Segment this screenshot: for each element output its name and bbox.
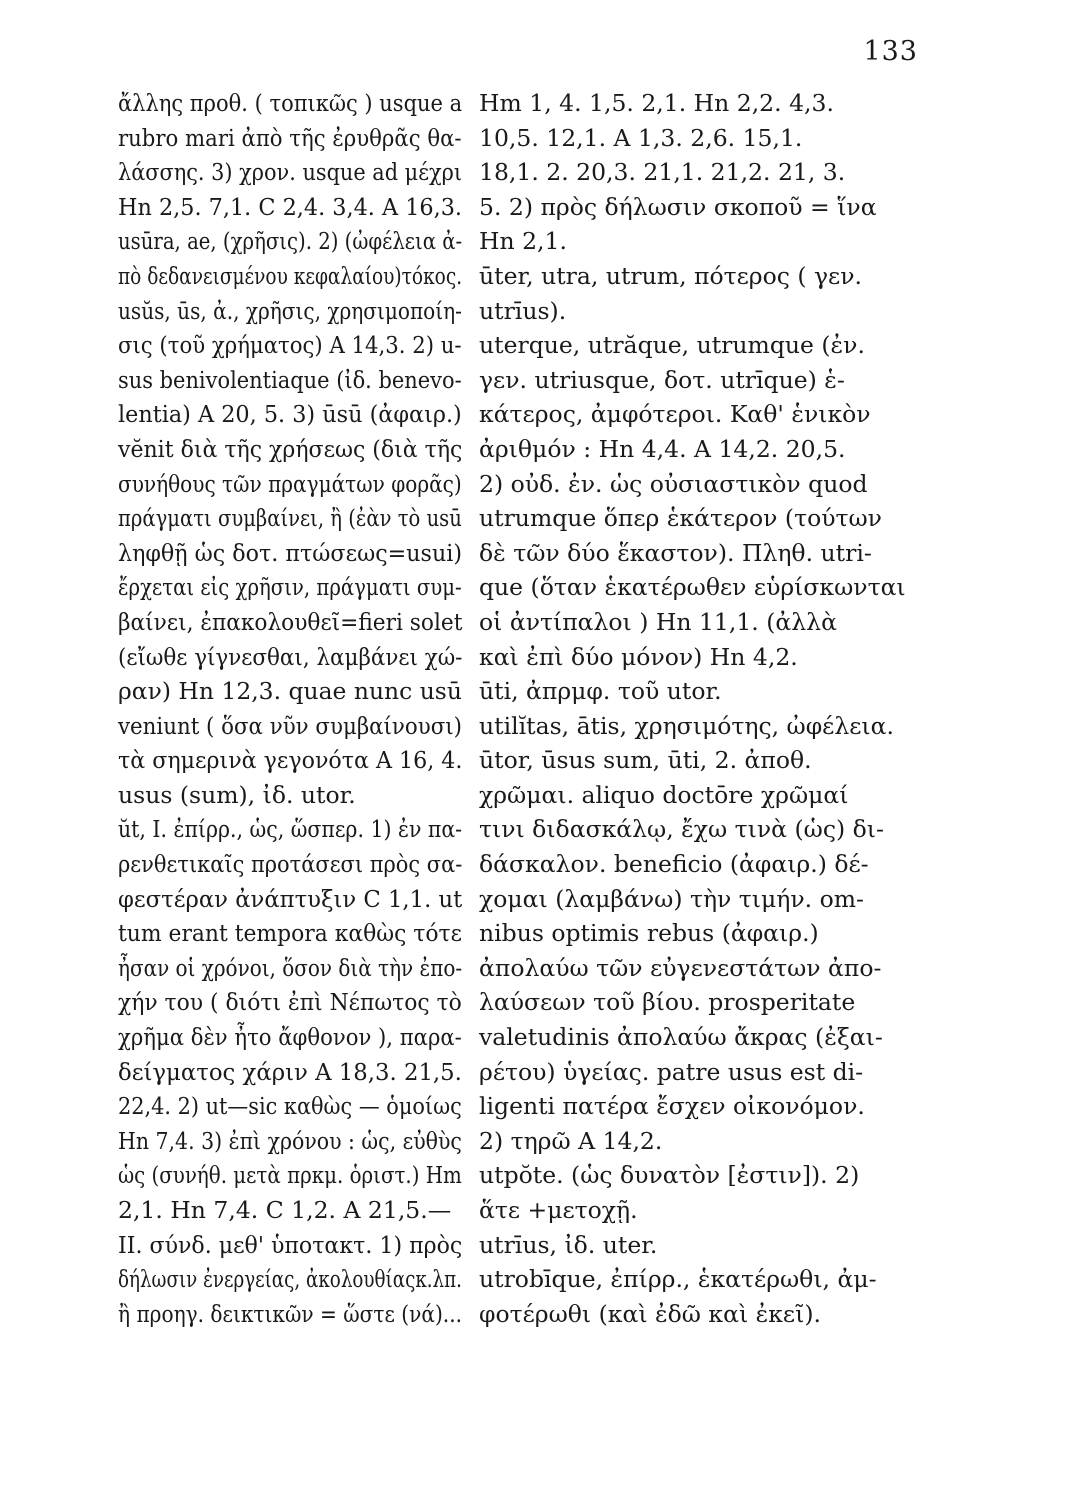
entry-line: τινι διδασκάλῳ, ἔχω τινὰ (ὡς) δι- bbox=[479, 815, 884, 844]
entry-line: valetudinis ἀπολαύω ἄκρας (ἐξαι- bbox=[479, 1023, 883, 1052]
entry-line: ūti, ἀπρμφ. τοῦ utor. bbox=[479, 677, 722, 706]
entry-line: que (ὅταν ἑκατέρωθεν εὑρίσκωνται bbox=[479, 573, 906, 602]
entry-line: ληφθῇ ὡς δοτ. πτώσεως=usui) bbox=[118, 538, 463, 567]
entry-line: κάτερος, ἀμφότεροι. Καθ' ἑνικὸν bbox=[479, 400, 871, 429]
entry-line: τὰ σημερινὰ γεγονότα A 16, 4. bbox=[118, 746, 463, 775]
entry-line: 10,5. 12,1. A 1,3. 2,6. 15,1. bbox=[479, 123, 803, 152]
entry-line: ρέτου) ὑγείας. patre usus est di- bbox=[479, 1057, 864, 1086]
entry-line: ἀριθμόν : Hn 4,4. A 14,2. 20,5. bbox=[479, 434, 846, 463]
entry-line: utrumque ὅπερ ἑκάτερον (τούτων bbox=[479, 504, 882, 533]
entry-line: καὶ ἐπὶ δύο μόνον) Hn 4,2. bbox=[479, 642, 798, 671]
entry-line: γεν. utriusque, δοτ. utrīque) ἑ- bbox=[479, 365, 845, 394]
entry-line: χομαι (λαμβάνω) τὴν τιμήν. om- bbox=[479, 884, 864, 913]
entry-line: λαύσεων τοῦ βίου. prosperitate bbox=[479, 988, 856, 1017]
entry-line: χήν του ( διότι ἐπὶ Νέπωτος τὸ bbox=[118, 988, 462, 1017]
entry-line: πὸ δεδανεισμένου κεφαλαίου)τόκος. bbox=[118, 261, 463, 290]
entry-line: ŭt, I. ἐπίρρ., ὡς, ὥσπερ. 1) ἐν πα- bbox=[118, 815, 463, 844]
left-column bbox=[118, 86, 462, 1331]
entry-line: λάσσης. 3) χρον. usque ad μέχρι bbox=[118, 158, 463, 187]
entry-line: φοτέρωθι (καὶ ἐδῶ καὶ ἐκεῖ). bbox=[479, 1299, 821, 1328]
entry-line: Hn 2,5. 7,1. C 2,4. 3,4. A 16,3. bbox=[118, 192, 463, 221]
entry-line: utrobīque, ἐπίρρ., ἑκατέρωθι, ἀμ- bbox=[479, 1265, 877, 1294]
entry-line: ἦσαν οἱ χρόνοι, ὅσον διὰ τὴν ἐπο- bbox=[118, 953, 463, 982]
entry-line: (εἴωθε γίγνεσθαι, λαμβάνει χώ- bbox=[118, 642, 463, 671]
entry-line: lentia) A 20, 5. 3) ūsū (ἀφαιρ.) bbox=[118, 400, 462, 429]
entry-line: usūra, ae, (χρῆσις). 2) (ὠφέλεια ἀ- bbox=[118, 227, 463, 256]
right-column bbox=[479, 86, 949, 1331]
entry-line: uterque, utrăque, utrumque (ἐν. bbox=[479, 331, 865, 360]
entry-line: utpŏte. (ὡς δυνατὸν [ἐστιν]). 2) bbox=[479, 1161, 860, 1190]
entry-line: utilĭtas, ātis, χρησιμότης, ὠφέλεια. bbox=[479, 711, 894, 740]
entry-line: πράγματι συμβαίνει, ἢ (ἐὰν τὸ usū bbox=[118, 504, 462, 533]
entry-line: ligenti πατέρα ἔσχεν οἰκονόμον. bbox=[479, 1092, 865, 1121]
entry-line: 5. 2) πρὸς δήλωσιν σκοποῦ = ἵνα bbox=[479, 192, 877, 221]
entry-line: Hm 1, 4. 1,5. 2,1. Hn 2,2. 4,3. bbox=[479, 89, 834, 117]
entry-line: 2) τηρῶ A 14,2. bbox=[479, 1126, 663, 1155]
entry-line: utrīus). bbox=[479, 296, 567, 325]
entry-line: χρῆμα δὲν ἦτο ἄφθονον ), παρα- bbox=[118, 1023, 462, 1052]
entry-line: 18,1. 2. 20,3. 21,1. 21,2. 21, 3. bbox=[479, 158, 846, 187]
entry-line: vĕnit διὰ τῆς χρήσεως (διὰ τῆς bbox=[118, 434, 463, 463]
entry-line: συνήθους τῶν πραγμάτων φορᾶς) bbox=[118, 469, 462, 498]
entry-line: ἄλλης προθ. ( τοπικῶς ) usque a bbox=[118, 89, 463, 117]
entry-line: φεστέραν ἀνάπτυξιν C 1,1. ut bbox=[118, 884, 463, 913]
entry-line: ἔρχεται εἰς χρῆσιν, πράγματι συμ- bbox=[118, 573, 462, 602]
entry-line: ἢ προηγ. δεικτικῶν = ὥστε (νά)... bbox=[118, 1299, 462, 1328]
entry-line: sus benivolentiaque (ἰδ. benevo- bbox=[118, 365, 462, 394]
entry-line: ūtor, ūsus sum, ūti, 2. ἀποθ. bbox=[479, 746, 812, 775]
entry-line: veniunt ( ὅσα νῦν συμβαίνουσι) bbox=[118, 711, 462, 740]
entry-line: σις (τοῦ χρήματος) A 14,3. 2) u- bbox=[118, 331, 462, 360]
entry-line: δήλωσιν ἐνεργείας, ἀκολουθίαςκ.λπ. bbox=[118, 1265, 462, 1294]
entry-line: 22,4. 2) ut—sic καθὼς — ὁμοίως bbox=[118, 1092, 462, 1121]
entry-line: δὲ τῶν δύο ἕκαστον). Πληθ. utri- bbox=[479, 538, 872, 567]
entry-line: ραν) Hn 12,3. quae nunc usū bbox=[118, 677, 462, 706]
entry-line: usus (sum), ἰδ. utor. bbox=[118, 780, 356, 809]
entry-line: ūter, utra, utrum, πότερος ( γεν. bbox=[479, 261, 862, 290]
entry-line: II. σύνδ. μεθ' ὑποτακτ. 1) πρὸς bbox=[118, 1230, 463, 1259]
entry-line: usŭs, ūs, ἀ., χρῆσις, χρησιμοποίη- bbox=[118, 296, 462, 325]
entry-line: utrīus, ἰδ. uter. bbox=[479, 1230, 658, 1259]
entry-line: βαίνει, ἐπακολουθεῖ=fieri solet bbox=[118, 607, 463, 636]
entry-line: ὡς (συνήθ. μετὰ πρκμ. ὁριστ.) Hm bbox=[118, 1161, 462, 1190]
entry-line: ἅτε +μετοχῇ. bbox=[479, 1196, 638, 1224]
entry-line: tum erant tempora καθὼς τότε bbox=[118, 919, 462, 948]
entry-line: Hn 2,1. bbox=[479, 227, 567, 256]
entry-line: ρενθετικαῖς προτάσεσι πρὸς σα- bbox=[118, 850, 463, 879]
entry-line: rubro mari ἀπὸ τῆς ἐρυθρᾶς θα- bbox=[118, 123, 462, 152]
entry-line: δείγματος χάριν A 18,3. 21,5. bbox=[118, 1057, 462, 1086]
entry-line: nibus optimis rebus (ἀφαιρ.) bbox=[479, 919, 819, 948]
entry-line: οἱ ἀντίπαλοι ) Hn 11,1. (ἀλλὰ bbox=[479, 607, 837, 636]
entry-line: 2) οὐδ. ἐν. ὡς οὐσιαστικὸν quod bbox=[479, 469, 868, 498]
entry-line: χρῶμαι. aliquo doctōre χρῶμαί bbox=[479, 780, 849, 809]
entry-line: 2,1. Hn 7,4. C 1,2. A 21,5.— bbox=[118, 1196, 452, 1224]
entry-line: Hn 7,4. 3) ἐπὶ χρόνου : ὡς, εὐθὺς bbox=[118, 1126, 462, 1155]
entry-line: δάσκαλον. beneficio (ἀφαιρ.) δέ- bbox=[479, 850, 869, 879]
page-number: 133 bbox=[863, 36, 918, 67]
entry-line: ἀπολαύω τῶν εὐγενεστάτων ἀπο- bbox=[479, 953, 882, 982]
